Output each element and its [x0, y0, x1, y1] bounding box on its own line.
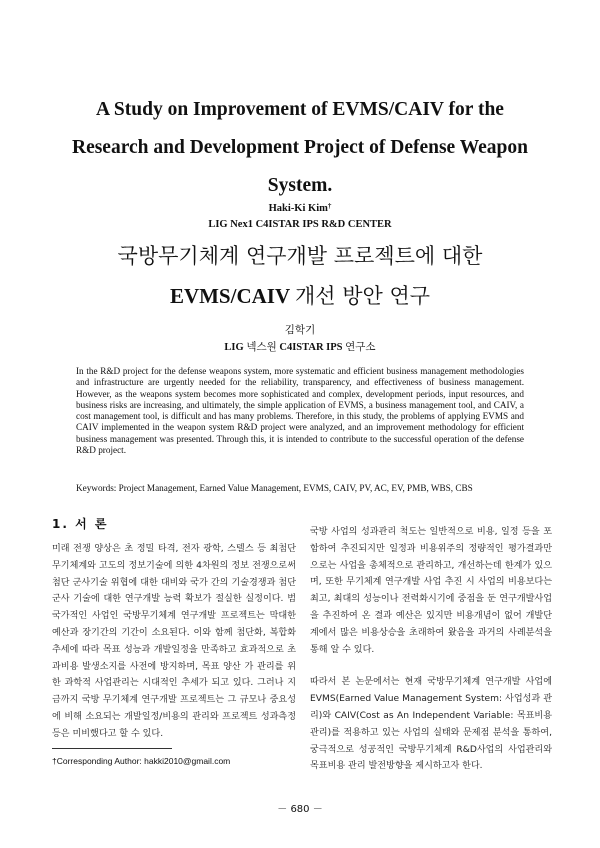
- footnote-rule: [52, 748, 172, 749]
- paper-title-line-1: A Study on Improvement of EVMS/CAIV for the: [96, 99, 504, 120]
- korean-affil-en1: LIG: [224, 342, 244, 353]
- korean-title-kr: 개선 방안 연구: [294, 284, 431, 308]
- affiliation: LIG Nex1 C4ISTAR IPS R&D CENTER: [208, 219, 392, 230]
- korean-title-line-1: 국방무기체계 연구개발 프로젝트에 대한: [117, 244, 483, 268]
- author: [0, 203, 600, 215]
- abstract: In the R&D project for the defense weapons system, more systematic and efficient business management methodologies and infrastructure are urgently needed for the reliability, transparency, and effectiveness of business management. However, as the weapons system becomes more sophisticated and complex, development periods, input resources, and business risks are increasing, and ultimately, the simple application of EVMS, a business management tool, and CAIV, a cost management tool, is difficult and has many problems. Therefore, in this study, the problems of applying EVMS and CAIV implemented in the weapon system R&D project were analyzed, and an improvement methodology for efficient business management was presented. Through this, it is intended to contribute to the successful operation of the defense R&D project.: [76, 366, 524, 456]
- section-heading: [52, 515, 108, 532]
- right-column: [310, 524, 552, 775]
- keywords: Keywords: Project Management, Earned Value Management, EVMS, CAIV, PV, AC, EV, PMB, WBS, CBS: [76, 483, 473, 493]
- korean-affil-kr1: 넥스원: [246, 341, 277, 353]
- left-column: [52, 541, 296, 743]
- section-title: 서 론: [75, 517, 109, 531]
- korean-affil-kr2: 연구소: [345, 341, 376, 353]
- footnote: †Corresponding Author: hakki2010@gmail.com: [52, 756, 231, 766]
- author-name: Haki-Ki Kim: [268, 203, 328, 214]
- page-number: － 680 －: [277, 804, 323, 815]
- body-paragraph: 따라서 본 논문에서는 현재 국방무기체계 연구개발 사업에 EVMS(Earned Value Management System: 사업성과 관리)와 CAIV(Cost as An Independent Variable: 목표비용관리)를 적용하고 있는 사업의 실태와 문제점 분석을 통하여, 궁극적으로 성공적인 국방무기체계 R&D사업의 사업관리와 목표비용 관리 발전방향을 제시하고자 한다.: [310, 677, 552, 772]
- korean-title-en: EVMS/CAIV: [169, 284, 290, 308]
- section-number: 1.: [52, 517, 69, 531]
- paper-title-line-2: Research and Development Project of Defense Weapon: [71, 137, 528, 158]
- body-paragraph: 국방 사업의 성과관리 척도는 일반적으로 비용, 일정 등을 포함하여 추진되지만 일정과 비용위주의 정량적인 평가결과만으로는 사업을 총체적으로 관리하고, 개선하는데 한계가 있으며, 또한 무기체계 연구개발 사업 추진 시 사업의 비용보다는 최고, 최대의 성능이나 전력화시기에 중점을 둔 연구개발사업을 추진하여 온 결과 예산은 있지만 비용개념이 없어 개발단계에서 많은 비용상승을 초래하여 왔음을 과거의 사례분석을 통해 알 수 있다.: [310, 527, 552, 655]
- author-mark: †: [327, 202, 332, 210]
- korean-title-line-2: [40, 284, 560, 308]
- korean-affiliation: [0, 341, 600, 354]
- paper-title-line-3: System.: [267, 175, 333, 196]
- body-paragraph: 미래 전쟁 양상은 초 정밀 타격, 전자 광학, 스텔스 등 최첨단 무기체계와 고도의 정보기술에 의한 4차원의 정보 전쟁으로써 첨단 군사기술 위협에 대한 대비와 국가 간의 기술경쟁과 첨단 군사 기술에 대한 연구개발 능력 확보가 절실한 실정이다. 범국가적인 사업인 국방무기체계 연구개발 프로젝트는 막대한 예산과 장기간의 기간이 소요된다. 이와 함께 첨단화, 복합화 추세에 따라 목표 성능과 개발일정을 만족하고 효과적으로 초과비용 발생소지를 사전에 방지하며, 목표 양산 가 관리를 위한 과학적 사업관리는 시대적인 추세가 되고 있다. 그러나 지금까지 국방 무기체계 연구개발 프로젝트는 그 규모나 중요성에 비해 소요되는 개발일정/비용의 관리와 프로젝트 성과측정 등은 미비했다고 할 수 있다.: [52, 544, 296, 739]
- korean-author: 김학기: [284, 324, 316, 336]
- korean-affil-en2: C4ISTAR IPS: [279, 342, 343, 353]
